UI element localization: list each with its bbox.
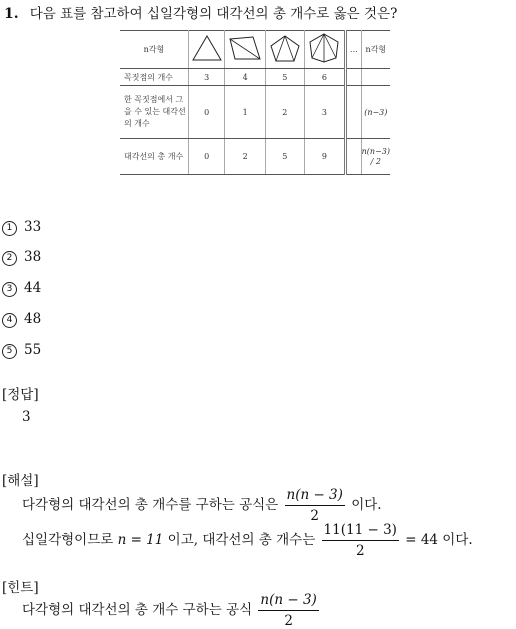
hint-fraction — [258, 592, 318, 629]
table-cell: (n−3) — [361, 86, 390, 139]
header-last: n각형 — [361, 31, 390, 69]
hint-title: [힌트] — [2, 580, 39, 596]
header-ellipsis: … — [346, 31, 361, 69]
computation-fraction — [322, 522, 399, 559]
choice-3[interactable] — [2, 280, 41, 297]
choice-1[interactable] — [2, 219, 41, 236]
table-cell: 9 — [304, 139, 346, 175]
row-label: 대각선의 총 개수 — [120, 139, 188, 175]
question-number: 1. — [4, 6, 19, 22]
table-cell: n(n−3) / 2 — [361, 139, 390, 175]
table-cell: 2 — [225, 139, 266, 175]
table-cell: 4 — [225, 69, 266, 86]
fraction-numerator: n(n − 3) — [258, 592, 318, 611]
choice-mark: 3 — [2, 282, 17, 297]
answer-title: [정답] — [2, 387, 39, 403]
choice-value: 48 — [24, 311, 42, 327]
explanation-text: = 44 이다. — [405, 532, 473, 548]
explanation-title: [해설] — [2, 473, 39, 489]
table-cell — [346, 86, 361, 139]
table-row — [120, 86, 390, 139]
hexagon-figure — [304, 31, 346, 69]
fraction-numerator: 11(11 − 3) — [322, 522, 399, 541]
choice-value: 38 — [24, 249, 42, 265]
choice-mark: 2 — [2, 251, 17, 266]
choice-mark: 4 — [2, 313, 17, 328]
fraction-denominator: 2 — [284, 613, 293, 629]
question — [4, 2, 397, 22]
choice-mark: 1 — [2, 221, 17, 236]
hint-text: 다각형의 대각선의 총 개수 구하는 공식 — [22, 602, 253, 618]
polygon-table — [120, 30, 390, 175]
table-cell: 5 — [266, 69, 305, 86]
explanation-text: 다각형의 대각선의 총 개수를 구하는 공식은 — [22, 497, 279, 513]
fraction-denominator: 2 — [355, 543, 365, 559]
choice-5[interactable] — [2, 342, 41, 359]
choice-mark: 5 — [2, 344, 17, 359]
quadrilateral-figure — [225, 31, 266, 69]
choice-2[interactable] — [2, 249, 41, 266]
table-header-row — [120, 31, 390, 69]
table-cell: 3 — [188, 69, 225, 86]
hint-line — [22, 592, 321, 629]
triangle-icon — [191, 33, 223, 63]
question-text: 다음 표를 참고하여 십일각형의 대각선의 총 개수로 옳은 것은? — [29, 6, 398, 22]
explanation-line-1 — [22, 487, 382, 524]
pentagon-icon — [268, 33, 302, 63]
explanation-line-2 — [22, 522, 473, 559]
choice-4[interactable] — [2, 311, 41, 328]
answer-value: 3 — [22, 409, 31, 425]
table-row — [120, 69, 390, 86]
explanation-text: 이고, 대각선의 총 개수는 — [167, 532, 316, 548]
fraction-numerator: n(n − 3) — [285, 487, 345, 506]
choice-value: 44 — [24, 280, 42, 296]
table-cell — [361, 69, 390, 86]
table-cell: 0 — [188, 86, 225, 139]
pentagon-figure — [266, 31, 305, 69]
hexagon-icon — [306, 32, 342, 64]
table-cell — [346, 69, 361, 86]
choice-value: 33 — [24, 219, 42, 235]
explanation-equation: n = 11 — [117, 532, 164, 548]
explanation-text: 십일각형이므로 — [22, 532, 114, 548]
table-cell: 5 — [266, 139, 305, 175]
table-cell: 2 — [266, 86, 305, 139]
header-label: n각형 — [120, 31, 188, 69]
table-cell: 1 — [225, 86, 266, 139]
choice-value: 55 — [24, 342, 42, 358]
row-label: 꼭짓점의 개수 — [120, 69, 188, 86]
table-row — [120, 139, 390, 175]
table-cell: 0 — [188, 139, 225, 175]
quadrilateral-icon — [227, 33, 263, 63]
triangle-figure — [188, 31, 225, 69]
explanation-text: 이다. — [351, 497, 382, 513]
formula-fraction — [285, 487, 345, 524]
row-label: 한 꼭짓점에서 그을 수 있는 대각선의 개수 — [120, 86, 188, 139]
table-cell: 3 — [304, 86, 346, 139]
table-cell — [346, 139, 361, 175]
fraction-denominator: 2 — [310, 508, 319, 524]
table-cell: 6 — [304, 69, 346, 86]
